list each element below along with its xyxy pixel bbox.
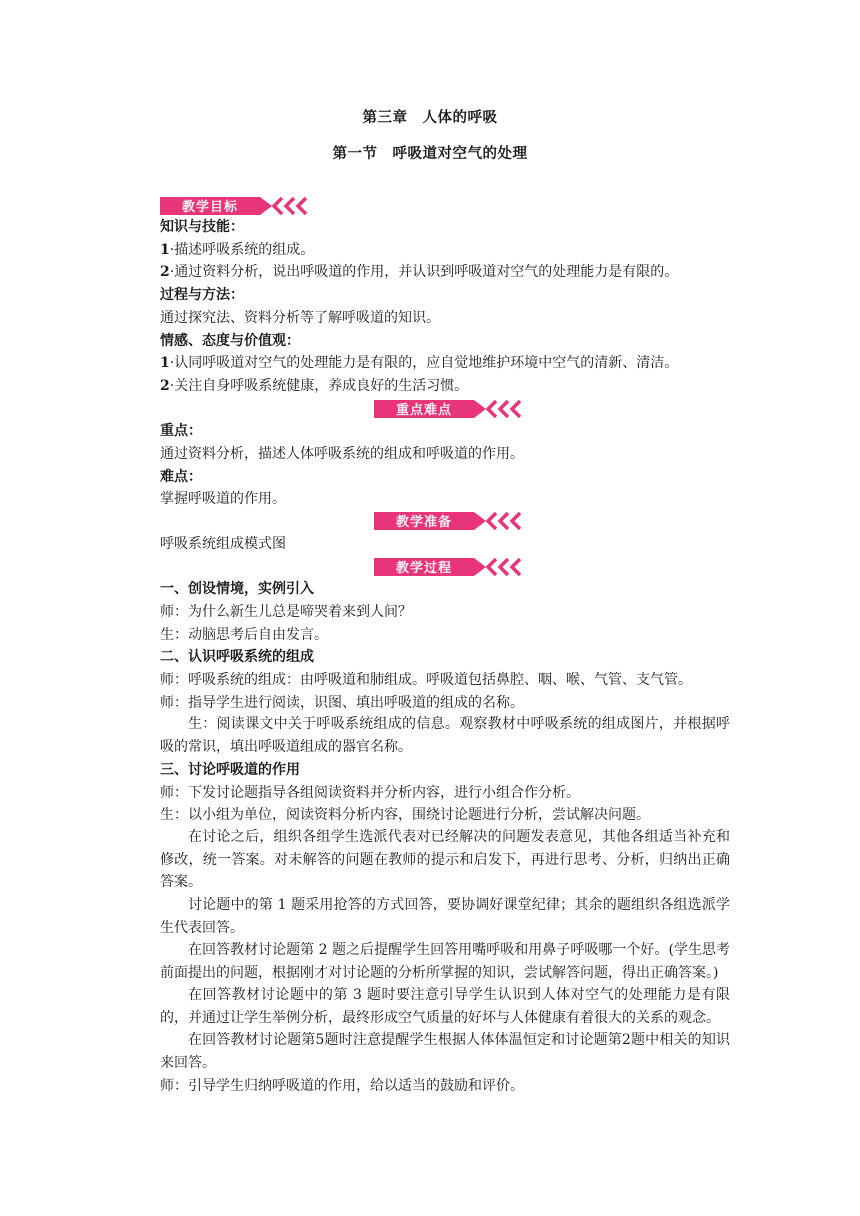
step-2-student: 生：阅读课文中关于呼吸系统组成的信息。观察教材中呼吸系统的组成图片，并根据呼吸的常识，填出呼吸道组成的器官名称。: [160, 716, 730, 755]
banner-objectives: [160, 195, 312, 217]
knowledge-item-2: 2·通过资料分析，说出呼吸道的作用，并认识到呼吸道对空气的处理能力是有限的。: [160, 264, 679, 280]
step-1-teacher: 师：为什么新生儿总是啼哭着来到人间？: [160, 604, 412, 620]
knowledge-item-1: 1·描述呼吸系统的组成。: [160, 242, 315, 258]
chevron-left-icon: [488, 401, 496, 417]
banner-key-points: [374, 398, 526, 420]
chevron-left-icon: [512, 401, 520, 417]
section-title: 第一节 呼吸道对空气的处理: [332, 146, 528, 162]
closing-teacher: 师：引导学生归纳呼吸道的作用，给以适当的鼓励和评价。: [160, 1078, 524, 1094]
banner-arrow: [474, 558, 486, 576]
chevron-left-icon: [286, 198, 294, 214]
chevron-left-icon: [274, 198, 282, 214]
chevron-left-icon: [500, 559, 508, 575]
step-1-student: 生：动脑思考后自由发言。: [160, 627, 328, 643]
paragraph-3: 在回答教材讨论题第 2 题之后提醒学生回答用嘴呼吸和用鼻子呼吸哪一个好。(学生思考前面提出的问题，根据刚才对讨论题的分析所掌握的知识，尝试解答问题，得出正确答案。): [160, 942, 730, 981]
chevron-left-icon: [500, 513, 508, 529]
step-3-student: 生：以小组为单位，阅读资料分析内容，围绕讨论题进行分析，尝试解决问题。: [160, 807, 650, 823]
knowledge-heading: 知识与技能：: [160, 219, 244, 235]
step-2-heading: 二、认识呼吸系统的组成: [160, 649, 314, 665]
chevron-left-icon: [488, 513, 496, 529]
chevron-left-icon: [298, 198, 306, 214]
banner-arrow: [260, 197, 272, 215]
process-heading: 过程与方法：: [160, 287, 244, 303]
banner-label: 教学准备: [395, 515, 453, 530]
chevron-left-icon: [500, 401, 508, 417]
banner-arrow: [474, 400, 486, 418]
chevron-left-icon: [512, 513, 520, 529]
banner-process: [374, 556, 526, 578]
banner-arrow: [474, 512, 486, 530]
paragraph-1: 在讨论之后，组织各组学生选派代表对已经解决的问题发表意见，其他各组适当补充和修改，统一答案。对未解答的问题在教师的提示和启发下，再进行思考、分析，归纳出正确答案。: [160, 829, 730, 890]
preparation-text: 呼吸系统组成模式图: [160, 536, 286, 552]
paragraph-2: 讨论题中的第 1 题采用抢答的方式回答，要协调好课堂纪律；其余的题组织各组选派学生代表回答。: [160, 897, 730, 936]
banner-label: 重点难点: [395, 403, 453, 418]
step-3-teacher: 师：下发讨论题指导各组阅读资料并分析内容，进行小组合作分析。: [160, 785, 580, 801]
key-heading: 重点：: [160, 423, 202, 439]
emotion-item-2: 2·关注自身呼吸系统健康，养成良好的生活习惯。: [160, 378, 469, 394]
step-2-teacher-1: 师：呼吸系统的组成：由呼吸道和肺组成。呼吸道包括鼻腔、咽、喉、气管、支气管。: [160, 672, 692, 688]
difficult-text: 掌握呼吸道的作用。: [160, 491, 286, 507]
chevron-left-icon: [488, 559, 496, 575]
emotion-heading: 情感、态度与价值观：: [160, 333, 300, 349]
emotion-item-1: 1·认同呼吸道对空气的处理能力是有限的，应自觉地维护环境中空气的清新、清洁。: [160, 355, 679, 371]
chapter-title: 第三章 人体的呼吸: [362, 110, 498, 126]
banner-label: 教学过程: [395, 561, 453, 576]
banner-preparation: [374, 510, 526, 532]
difficult-heading: 难点：: [160, 469, 202, 485]
step-2-teacher-2: 师：指导学生进行阅读，识图、填出呼吸道的组成的名称。: [160, 695, 524, 711]
process-text: 通过探究法、资料分析等了解呼吸道的知识。: [160, 310, 440, 326]
paragraph-5: 在回答教材讨论题第5题时注意提醒学生根据人体体温恒定和讨论题第2题中相关的知识来回答。: [160, 1032, 730, 1071]
step-3-heading: 三、讨论呼吸道的作用: [160, 762, 300, 778]
chevron-left-icon: [512, 559, 520, 575]
banner-label: 教学目标: [181, 200, 239, 215]
paragraph-4: 在回答教材讨论题中的第 3 题时要注意引导学生认识到人体对空气的处理能力是有限的，并通过让学生举例分析，最终形成空气质量的好坏与人体健康有着很大的关系的观念。: [160, 987, 730, 1026]
step-1-heading: 一、创设情境，实例引入: [160, 581, 314, 597]
key-text: 通过资料分析，描述人体呼吸系统的组成和呼吸道的作用。: [160, 446, 524, 462]
